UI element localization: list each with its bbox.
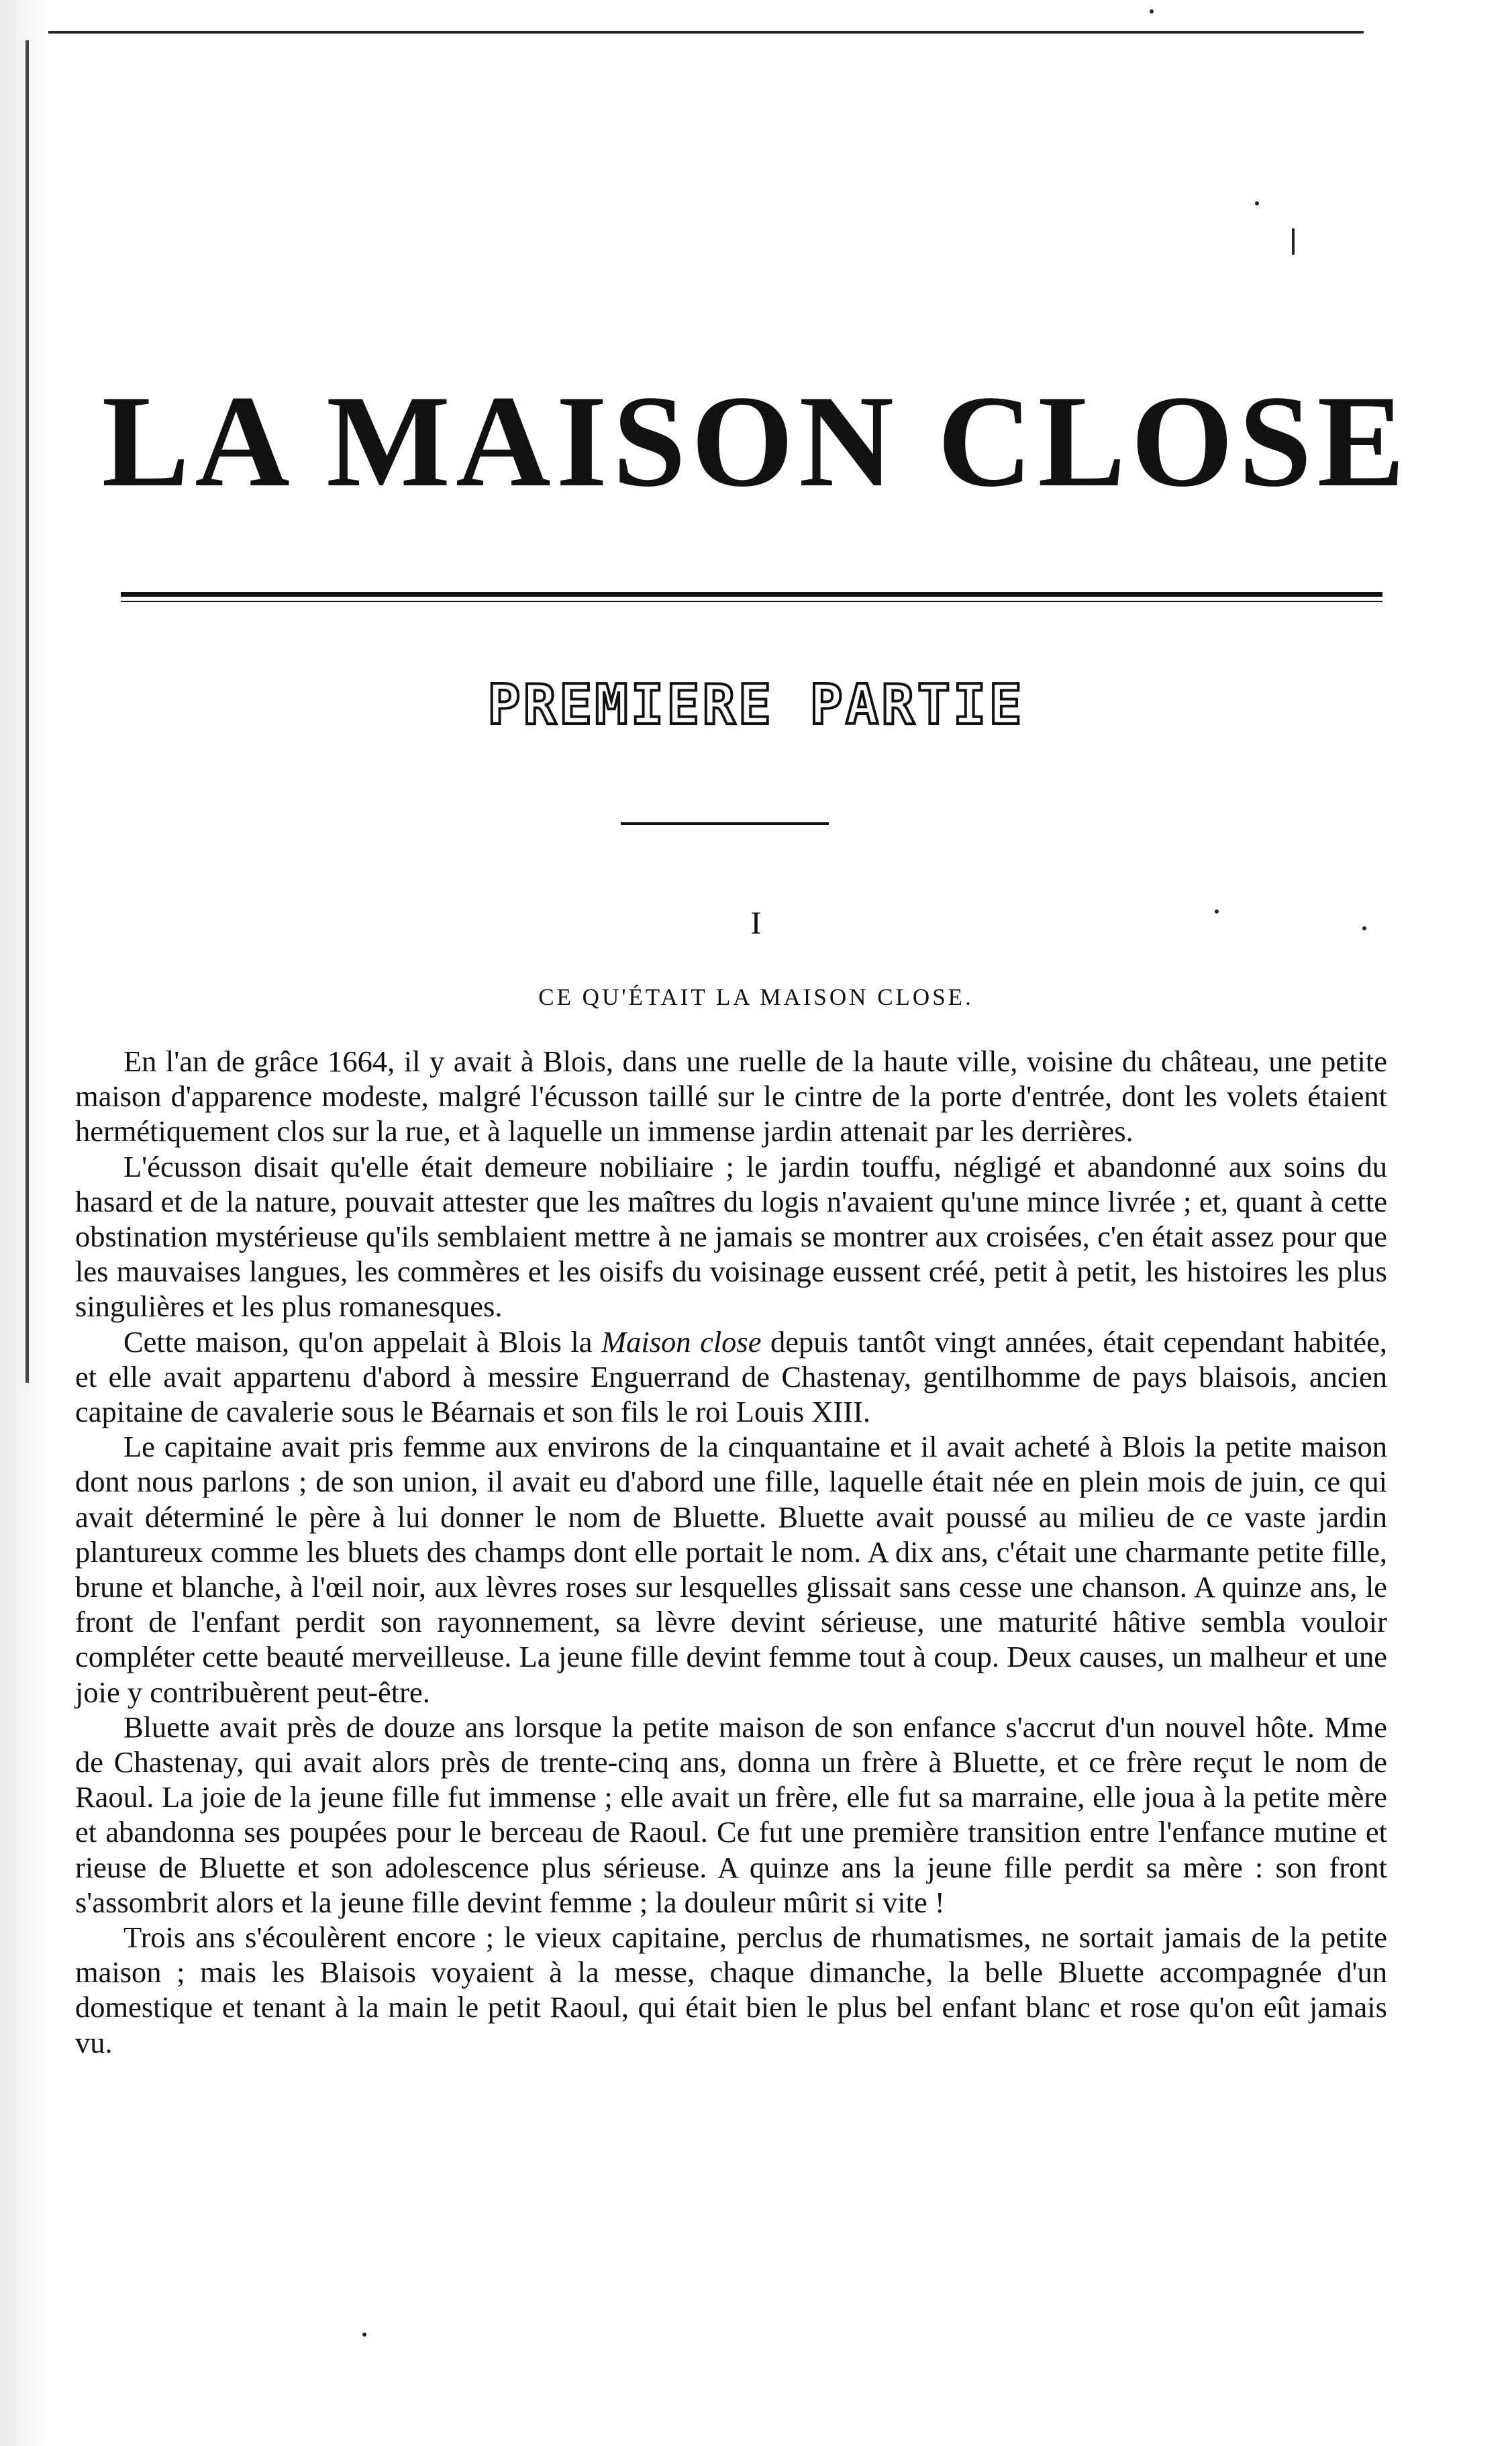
paragraph [75,1920,1387,2060]
paragraph [75,1710,1387,1920]
paragraph-text: Bluette avait près de douze ans lorsque la petite maison de son enfance s'accrut d'un nouvel hôte. Mme de Chastenay, qui avait alors près de trente-cinq ans, donna un frère à Bluette, et ce frère reçut le nom de Raoul. La joie de la jeune fille fut immense ; elle avait un frère, elle fut sa marraine, elle joua à la petite mère et abandonna ses poupées pour le berceau de Raoul. Ce fut une première transition entre l'enfance mutine et rieuse de Bluette et son adolescence plus sérieuse. A quinze ans la jeune fille perdit sa mère : son front s'assombrit alors et la jeune fille devint femme ; la douleur mûrit si vite ! [75,1710,1387,1919]
print-speck [1255,201,1259,205]
print-speck [362,2333,366,2337]
paragraph-text: Cette maison, qu'on appelait à Blois la [123,1324,602,1359]
paragraph [75,1324,1387,1430]
part-title: PREMIERE PARTIE [487,673,1025,737]
print-speck [1292,228,1295,255]
print-speck [1362,926,1366,930]
print-speck [1215,910,1219,914]
paragraph-text: Trois ans s'écoulèrent encore ; le vieux capitaine, perclus de rhumatismes, ne sortait jamais de la petite maison ; mais les Blaisois voyaient à la messe, chaque dimanche, la belle Bluette accompagnée d'un domestique et tenant à la main le petit Raoul, qui était bien le plus bel enfant blanc et rose qu'on eût jamais vu. [75,1920,1387,2059]
title-rule-thin [121,601,1382,602]
paragraph-text-continued: depuis tantôt vingt années, était cependant habitée, et elle avait appartenu d'abord à messire Enguerrand de Chastenay, gentilhomme de pays blaisois, ancien capitaine de cavalerie sous le Béarnais et son fils le roi Louis XIII. [75,1324,1387,1429]
title-rule [121,592,1382,597]
chapter-title: CE QU'ÉTAIT LA MAISON CLOSE. [538,984,974,1010]
page-binding-edge [0,0,47,2446]
paragraph-text: L'écusson disait qu'elle était demeure nobiliaire ; le jardin touffu, négligé et abandonné aux soins du hasard et de la nature, pouvait attester que les maîtres du logis n'avaient qu'une mince livrée ; et, quant à cette obstination mystérieuse qu'ils semblaient mettre à ne jamais se montrer aux croisées, c'en était assez pour que les mauvaises langues, les commères et les oisifs du voisinage eussent créé, petit à petit, les histoires les plus singulières et les plus romanesques. [75,1149,1387,1324]
print-speck [1150,9,1154,13]
paragraph [75,1429,1387,1710]
paragraph [75,1149,1387,1324]
paragraph [75,1044,1387,1149]
book-title: LA MAISON CLOSE [101,369,1411,514]
paragraph-emphasis: Maison close [601,1324,762,1359]
chapter-number: I [750,906,762,941]
top-page-edge [48,31,1364,34]
paragraph-text: En l'an de grâce 1664, il y avait à Blois, dans une ruelle de la haute ville, voisine du château, une petite maison d'apparence modeste, malgré l'écusson taillé sur le cintre de la porte d'entrée, dont les volets étaient hermétiquement clos sur la rue, et à laquelle un immense jardin attenait par les derrières. [75,1044,1387,1148]
paragraph-text: Le capitaine avait pris femme aux environs de la cinquantaine et il avait acheté à Blois la petite maison dont nous parlons ; de son union, il avait eu d'abord une fille, laquelle était née en plein mois de juin, ce qui avait déterminé le père à lui donner le nom de Bluette. Bluette avait poussé au milieu de ce vaste jardin plantureux comme les bluets des champs dont elle portait le nom. A dix ans, c'était une charmante petite fille, brune et blanche, à l'œil noir, aux lèvres roses sur lesquelles glissait sans cesse une chanson. A quinze ans, le front de l'enfant perdit son rayonnement, sa lèvre devint sérieuse, une maturité hâtive sembla vouloir compléter cette beauté merveilleuse. La jeune fille devint femme tout à coup. Deux causes, un malheur et une joie y contribuèrent peut-être. [75,1430,1387,1709]
chapter-body [75,1044,1387,2060]
part-divider [621,822,829,825]
